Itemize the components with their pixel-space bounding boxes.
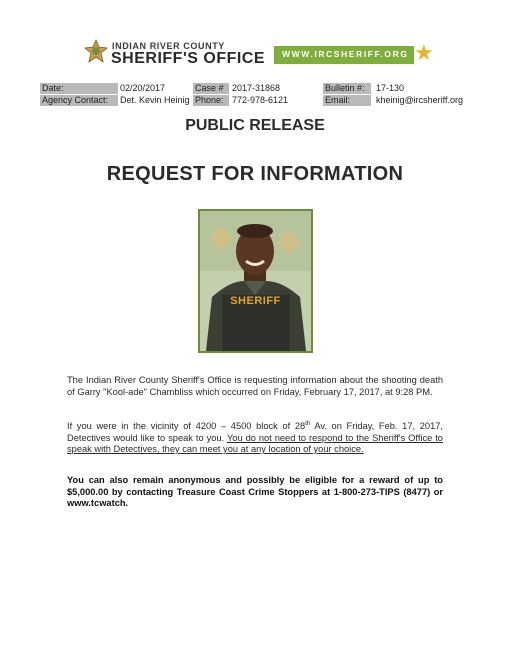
website-link[interactable]: WWW.IRCSHERIFF.ORG <box>282 49 409 59</box>
subject-photo <box>198 209 313 353</box>
date-label: Date: <box>40 83 118 94</box>
vicinity-text: If you were in the vicinity of 4200 – 4500 block of 28 <box>67 421 306 432</box>
ordinal-suffix: th <box>305 421 311 427</box>
paragraph-incident: The Indian River County Sheriff's Office is requesting information about the shooting death of Garry "Kool-ade" Chambliss which occurred on Friday, February 17, 2017, at 9:28 PM. <box>67 375 443 397</box>
email-value[interactable]: kheinig@ircsheriff.org <box>376 95 464 105</box>
meet-anywhere-note: You do not need to respond to the Sheriff's Office to speak with Detectives, they can meet you at any location of your choice. <box>67 432 443 455</box>
phone-label: Phone: <box>193 95 229 106</box>
org-name-line1: INDIAN RIVER COUNTY <box>112 41 225 51</box>
org-name-line2: SHERIFF'S OFFICE <box>111 50 266 67</box>
phone-value: 772-978-6121 <box>232 95 289 105</box>
sheriff-badge-icon <box>84 39 108 63</box>
public-release-heading: PUBLIC RELEASE <box>185 117 325 134</box>
case-label: Case # <box>193 83 229 94</box>
person-illustration <box>200 211 311 351</box>
paragraph-reward: You can also remain anonymous and possibly be eligible for a reward of up to $5,000.00 by contacting Treasure Coast Crime Stoppers at 1-800-273-TIPS (8477) or www.tcwatch. <box>67 475 443 508</box>
contact-value: Det. Kevin Heinig <box>120 95 190 105</box>
case-value: 2017-31868 <box>232 83 281 93</box>
vest-label: SHERIFF <box>230 295 281 307</box>
bulletin-value: 17-130 <box>376 83 405 93</box>
bulletin-label: Bulletin #: <box>323 83 371 94</box>
vicinity-text-cont: Av. on Friday, Feb. 17, 2017, Detectives would like to speak to you. <box>67 421 443 443</box>
date-value: 02/20/2017 <box>120 83 166 93</box>
request-info-heading: REQUEST FOR INFORMATION <box>106 163 404 185</box>
contact-label: Agency Contact: <box>40 95 118 106</box>
paragraph-vicinity <box>67 419 443 456</box>
email-label: Email: <box>323 95 371 106</box>
star-icon: ★ <box>414 40 434 65</box>
